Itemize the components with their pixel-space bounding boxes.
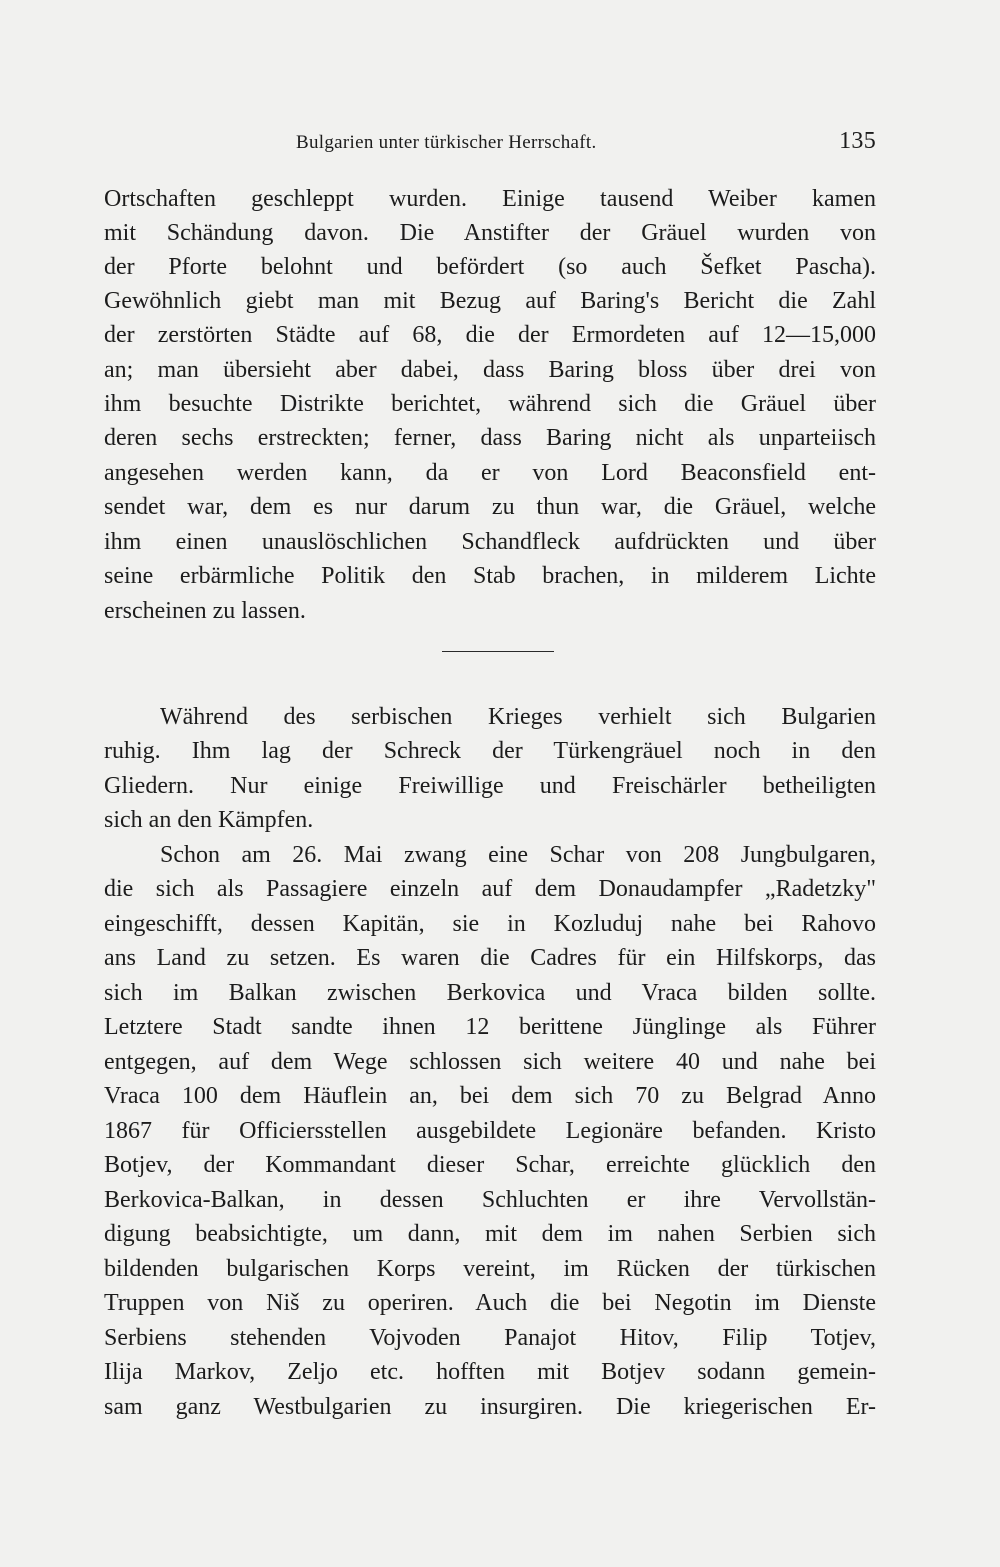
section-divider <box>442 651 554 652</box>
text-line: seine erbärmliche Politik den Stab brachen, in milderem Lichte <box>104 563 876 589</box>
text-line: ihm besuchte Distrikte berichtet, während sich die Gräuel über <box>104 391 876 417</box>
text-line: die sich als Passagiere einzeln auf dem Donaudampfer „Radetzky" <box>104 876 876 902</box>
text-line: eingeschifft, dessen Kapitän, sie in Kozluduj nahe bei Rahovo <box>104 911 876 937</box>
text-line: Vraca 100 dem Häuflein an, bei dem sich 70 zu Belgrad Anno <box>104 1083 876 1109</box>
text-line: Während des serbischen Krieges verhielt sich Bulgarien <box>160 704 876 730</box>
text-line: sich an den Kämpfen. <box>104 807 314 833</box>
text-line: Gliedern. Nur einige Freiwillige und Freischärler betheiligten <box>104 773 876 799</box>
text-line: Botjev, der Kommandant dieser Schar, erreichte glücklich den <box>104 1152 876 1178</box>
text-line: Ilija Markov, Zeljo etc. hofften mit Botjev sodann gemein- <box>104 1359 876 1385</box>
text-line: sam ganz Westbulgarien zu insurgiren. Die kriegerischen Er- <box>104 1394 876 1420</box>
text-line: entgegen, auf dem Wege schlossen sich weitere 40 und nahe bei <box>104 1049 876 1075</box>
text-line: sendet war, dem es nur darum zu thun war, die Gräuel, welche <box>104 494 876 520</box>
text-line: der zerstörten Städte auf 68, die der Ermordeten auf 12—15,000 <box>104 322 876 348</box>
text-line: deren sechs erstreckten; ferner, dass Baring nicht als unparteiisch <box>104 425 876 451</box>
page-number: 135 <box>839 128 876 154</box>
text-line: Letztere Stadt sandte ihnen 12 berittene Jünglinge als Führer <box>104 1014 876 1040</box>
text-line: ans Land zu setzen. Es waren die Cadres für ein Hilfskorps, das <box>104 945 876 971</box>
text-line: Serbiens stehenden Vojvoden Panajot Hitov, Filip Totjev, <box>104 1325 876 1351</box>
text-line: ihm einen unauslöschlichen Schandfleck aufdrückten und über <box>104 529 876 555</box>
text-line: mit Schändung davon. Die Anstifter der Gräuel wurden von <box>104 220 876 246</box>
text-line: digung beabsichtigte, um dann, mit dem im nahen Serbien sich <box>104 1221 876 1247</box>
text-line: Ortschaften geschleppt wurden. Einige tausend Weiber kamen <box>104 186 876 212</box>
text-line: ruhig. Ihm lag der Schreck der Türkengräuel noch in den <box>104 738 876 764</box>
text-line: erscheinen zu lassen. <box>104 598 306 624</box>
text-line: Berkovica-Balkan, in dessen Schluchten er ihre Vervollstän- <box>104 1187 876 1213</box>
text-line: angesehen werden kann, da er von Lord Beaconsfield ent- <box>104 460 876 486</box>
text-line: Truppen von Niš zu operiren. Auch die bei Negotin im Dienste <box>104 1290 876 1316</box>
text-line: Schon am 26. Mai zwang eine Schar von 208 Jungbulgaren, <box>160 842 876 868</box>
text-line: an; man übersieht aber dabei, dass Baring bloss über drei von <box>104 357 876 383</box>
text-line: Gewöhnlich giebt man mit Bezug auf Baring's Bericht die Zahl <box>104 288 876 314</box>
text-line: 1867 für Officiersstellen ausgebildete Legionäre befanden. Kristo <box>104 1118 876 1144</box>
text-line: bildenden bulgarischen Korps vereint, im Rücken der türkischen <box>104 1256 876 1282</box>
running-title: Bulgarien unter türkischer Herrschaft. <box>296 132 597 153</box>
page-header <box>104 128 876 160</box>
text-line: der Pforte belohnt und befördert (so auch Šefket Pascha). <box>104 254 876 280</box>
text-line: sich im Balkan zwischen Berkovica und Vraca bilden sollte. <box>104 980 876 1006</box>
